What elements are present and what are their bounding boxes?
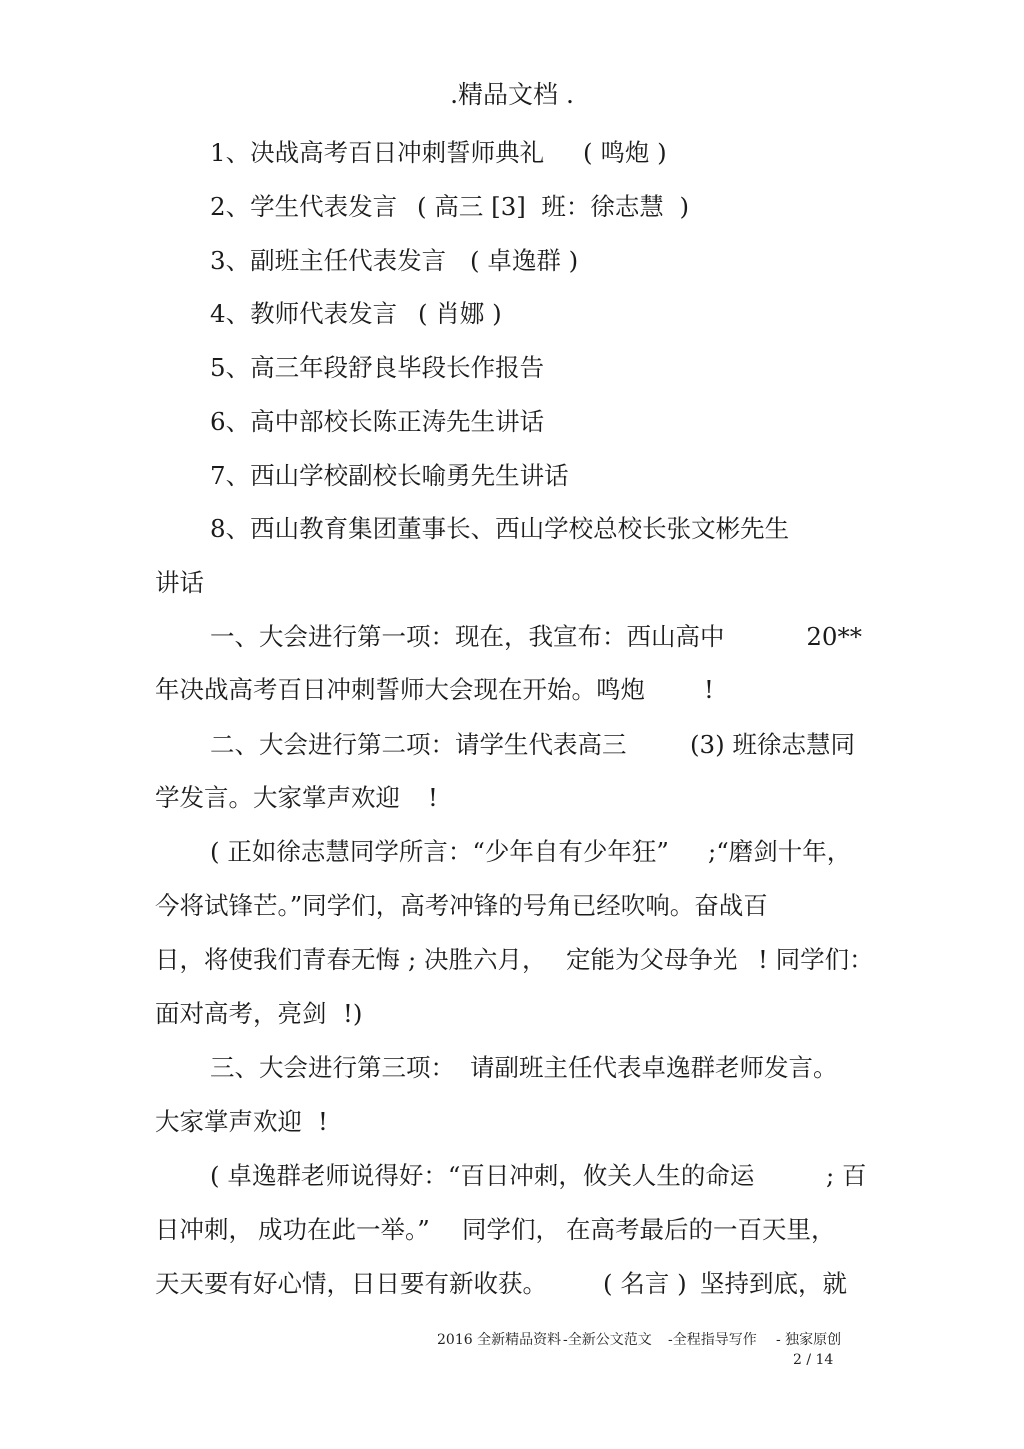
body-text: ! (704, 675, 714, 704)
agenda-item-5 (0, 353, 1024, 383)
body-text: 成功在此一举。” (258, 1215, 430, 1244)
body-text: 学发言。大家掌声欢迎 (155, 783, 400, 812)
agenda-item-note: ( 卓逸群 ) (470, 246, 579, 275)
agenda-item-7 (0, 461, 1024, 491)
body-text: 年决战高考百日冲刺誓师大会现在开始。鸣炮 (155, 675, 645, 704)
page-header-title: .精品文档 . (450, 80, 574, 109)
agenda-item-text: 讲话 (155, 568, 204, 597)
body-text: (3) 班徐志慧同 (690, 730, 855, 759)
body-text: 20** (806, 622, 862, 651)
body-text: ( 卓逸群老师说得好：“百日冲刺，攸关人生的命运 (210, 1161, 755, 1190)
agenda-item-4 (0, 299, 1024, 329)
agenda-item-text: 2、学生代表发言 (210, 192, 398, 221)
body-line (0, 999, 1024, 1029)
agenda-item-text: 8、西山教育集团董事长、西山学校总校长张文彬先生 (210, 514, 790, 543)
body-text: 大家掌声欢迎 (155, 1107, 302, 1136)
page-footer (0, 1331, 1024, 1349)
agenda-item-text: 1、决战高考百日冲刺誓师典礼 (210, 138, 545, 167)
body-text: ! (318, 1107, 328, 1136)
body-text: !) (343, 999, 363, 1028)
body-line (0, 675, 1024, 705)
agenda-item-text: 4、教师代表发言 (210, 299, 398, 328)
body-line (0, 1161, 1024, 1191)
body-line (0, 730, 1024, 760)
body-text: 请副班主任代表卓逸群老师发言。 (470, 1053, 838, 1082)
footer-text: -全程指导写作 (668, 1332, 757, 1348)
body-text: 三、大会进行第三项： (210, 1053, 455, 1082)
body-text: ! (428, 783, 438, 812)
body-text: ! 同学们： (758, 945, 874, 974)
footer-text: -全新公文范文 (563, 1332, 652, 1348)
body-text: 天天要有好心情，日日要有新收获。 (155, 1269, 547, 1298)
body-text: ( 正如徐志慧同学所言：“少年自有少年狂” (210, 837, 669, 866)
body-text: 一、大会进行第一项：现在，我宣布：西山高中 (210, 622, 725, 651)
agenda-item-text: 5、高三年段舒良毕段长作报告 (210, 353, 545, 382)
agenda-item-note: ( 高三 [3] 班：徐志慧 ) (417, 192, 690, 221)
body-text: 同学们， (462, 1215, 560, 1244)
page-number: 2 / 14 (793, 1352, 834, 1368)
body-line (0, 837, 1024, 867)
agenda-item-text: 7、西山学校副校长喻勇先生讲话 (210, 461, 569, 490)
page-number-line (0, 1351, 1024, 1369)
body-line (0, 945, 1024, 975)
footer-text: - 独家原创 (776, 1332, 842, 1348)
body-line (0, 1215, 1024, 1245)
agenda-item-1 (0, 138, 1024, 168)
body-line (0, 1107, 1024, 1137)
body-line (0, 783, 1024, 813)
agenda-item-note: ( 肖娜 ) (418, 299, 502, 328)
body-line (0, 1053, 1024, 1083)
body-text: ;“磨剑十年， (708, 837, 852, 866)
body-text: 面对高考，亮剑 (155, 999, 327, 1028)
body-text: 二、大会进行第二项：请学生代表高三 (210, 730, 627, 759)
agenda-item-text: 3、副班主任代表发言 (210, 246, 447, 275)
agenda-item-8 (0, 514, 1024, 544)
agenda-item-8-continuation (0, 568, 1024, 598)
body-line (0, 891, 1024, 921)
body-text: 日冲刺， (155, 1215, 253, 1244)
body-text: ; 决胜六月， (408, 945, 547, 974)
agenda-item-3 (0, 246, 1024, 276)
body-text: 定能为父母争光 (566, 945, 738, 974)
agenda-item-note: ( 鸣炮 ) (583, 138, 667, 167)
body-text: 在高考最后的一百天里， (566, 1215, 836, 1244)
body-text: 日，将使我们青春无悔 (155, 945, 400, 974)
body-text: 今将试锋芒。”同学们，高考冲锋的号角已经吹响。奋战百 (155, 891, 768, 920)
agenda-item-6 (0, 407, 1024, 437)
body-text: ( 名言 ) (603, 1269, 687, 1298)
footer-text: 2016 全新精品资料 (437, 1332, 562, 1348)
body-line (0, 622, 1024, 652)
agenda-item-text: 6、高中部校长陈正涛先生讲话 (210, 407, 545, 436)
body-text: 坚持到底，就 (700, 1269, 847, 1298)
agenda-item-2 (0, 192, 1024, 222)
body-line (0, 1269, 1024, 1299)
body-text: ; 百 (826, 1161, 867, 1190)
